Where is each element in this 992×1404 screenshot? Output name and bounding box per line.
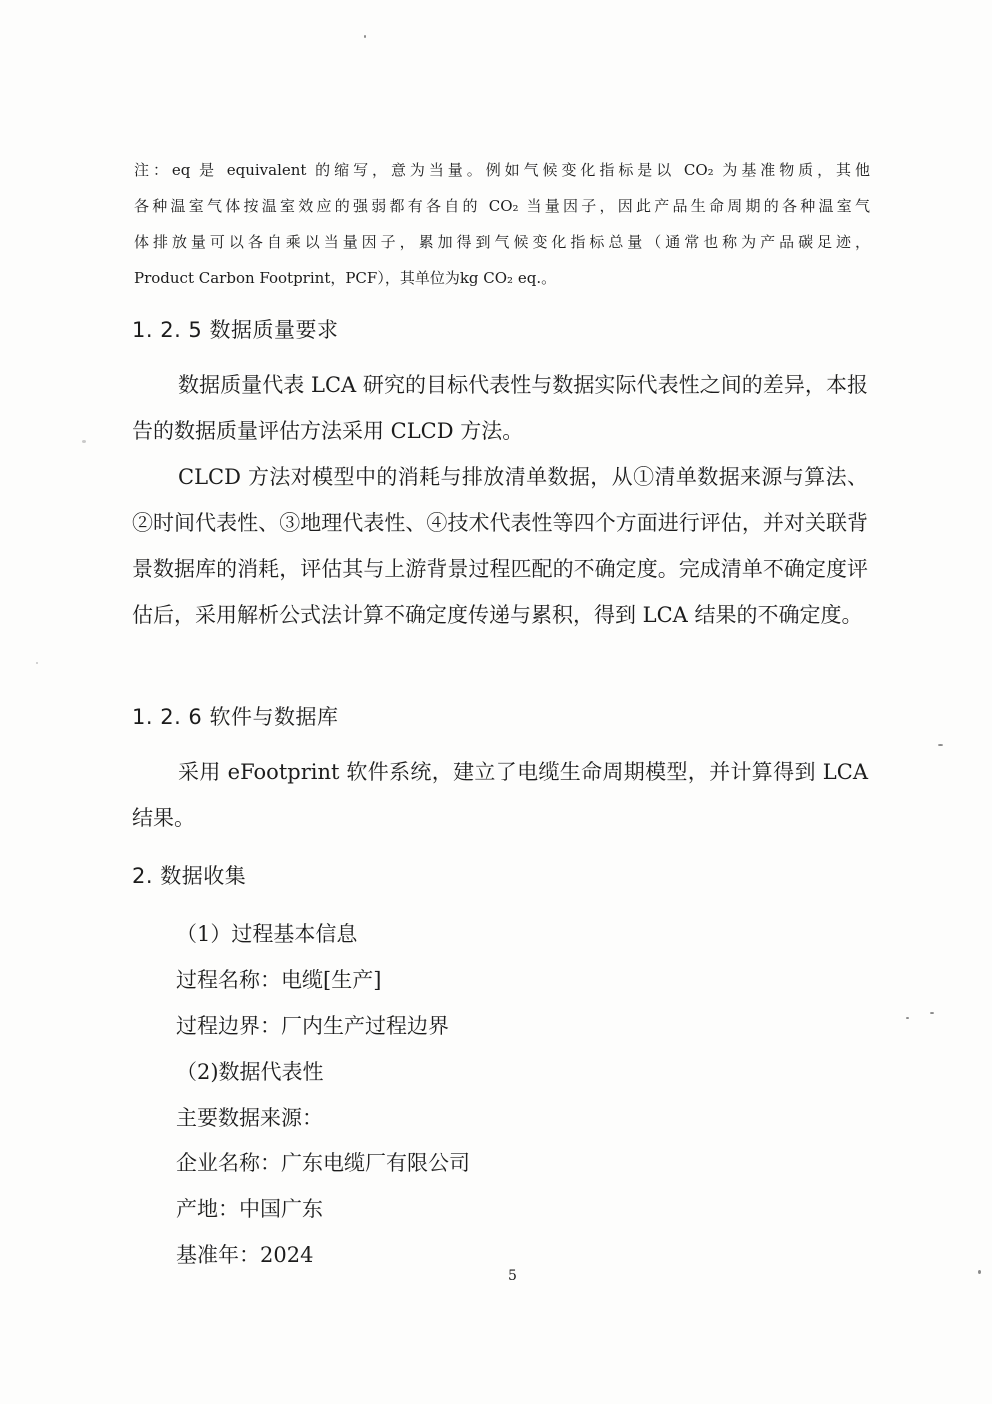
section-heading-1-2-5: 1. 2. 5 数据质量要求 [132,318,339,342]
scan-speck [82,440,86,443]
paragraph-software: 采用 eFootprint 软件系统，建立了电缆生命周期模型，并计算得到 LCA 结果。 [132,760,868,830]
list-item: 产地：中国广东 [176,1197,323,1221]
scan-speck [364,35,366,38]
paragraph-data-quality-1: 数据质量代表 LCA 研究的目标代表性与数据实际代表性之间的差异，本报告的数据质量评估方法采用 CLCD 方法。 [132,373,868,443]
scan-speck [938,744,943,746]
list-item: （1）过程基本信息 [176,922,358,946]
section-heading-2: 2. 数据收集 [132,864,247,888]
list-item: 基准年：2024 [176,1243,314,1267]
list-item: 过程名称：电缆[生产] [176,968,382,992]
list-item: 主要数据来源： [176,1106,323,1130]
section-heading-1-2-6: 1. 2. 6 软件与数据库 [132,705,339,729]
note-line-1: 注：eq 是 equivalent 的缩写，意为当量。例如气候变化指标是以 CO₂ 为基准物质，其他 [134,161,870,179]
list-item: 企业名称：广东电缆厂有限公司 [176,1151,470,1175]
scan-speck [978,1270,981,1274]
scan-speck [906,1017,909,1019]
paragraph-data-quality-2: CLCD 方法对模型中的消耗与排放清单数据，从①清单数据来源与算法、②时间代表性、③地理代表性、④技术代表性等四个方面进行评估，并对关联背景数据库的消耗，评估其与上游背景过程匹配的不确定度。完成清单不确定度评估后，采用解析公式法计算不确定度传递与累积，得到 LCA 结果的不确定度。 [132,465,868,627]
scan-speck [36,662,38,664]
list-item: （2)数据代表性 [176,1060,324,1084]
scan-speck [930,1012,934,1014]
note-line-3: 体排放量可以各自乘以当量因子，累加得到气候变化指标总量（通常也称为产品碳足迹， [134,233,870,251]
note-line-2: 各种温室气体按温室效应的强弱都有各自的 CO₂ 当量因子，因此产品生命周期的各种温室气 [134,197,870,215]
page-number: 5 [508,1268,517,1284]
list-item: 过程边界：厂内生产过程边界 [176,1014,449,1038]
note-line-4: Product Carbon Footprint，PCF），其单位为kg CO₂ eq.。 [134,269,557,287]
